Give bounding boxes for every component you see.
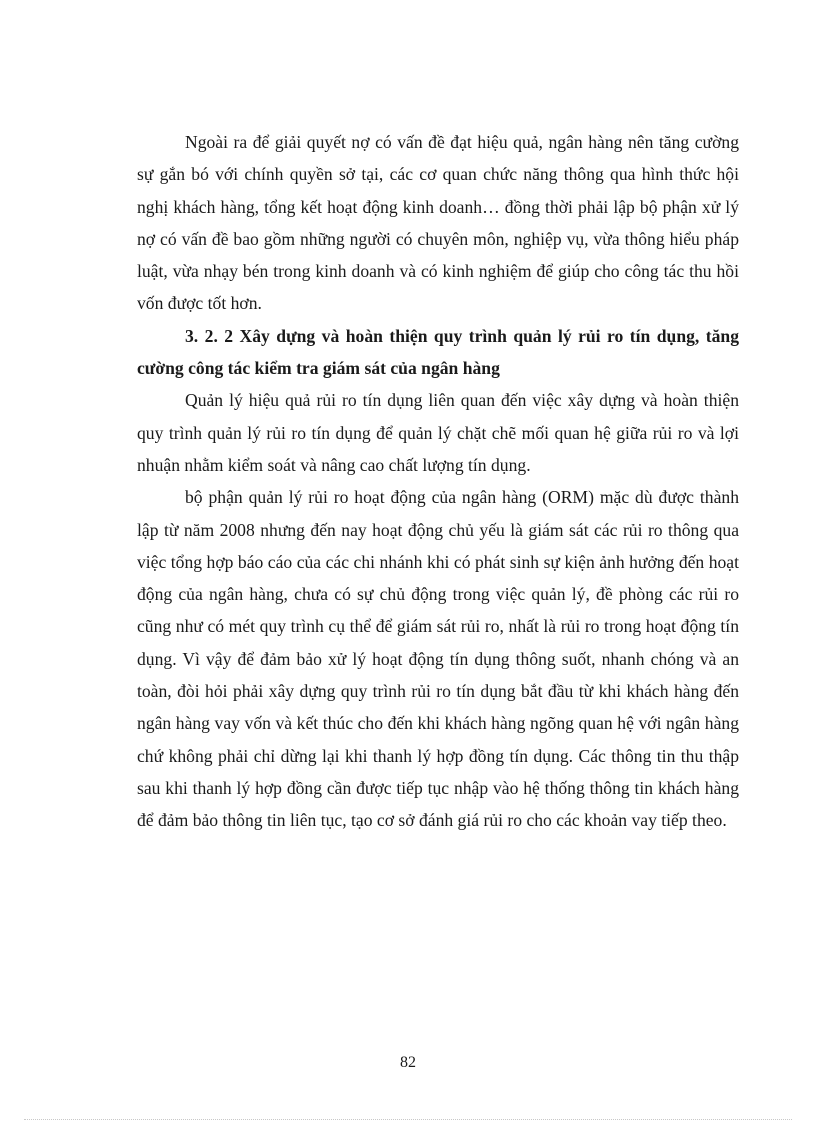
paragraph-risk-management: Quản lý hiệu quả rủi ro tín dụng liên quan đến việc xây dựng và hoàn thiện quy trình quản lý rủi ro tín dụng để quản lý chặt chẽ mối quan hệ giữa rủi ro và lợi nhuận nhằm kiểm soát và nâng cao chất lượng tín dụng. — [137, 390, 739, 475]
page-body — [137, 126, 739, 837]
page-number: 82 — [400, 1054, 416, 1071]
paragraph-orm-department: bộ phận quản lý rủi ro hoạt động của ngân hàng (ORM) mặc dù được thành lập từ năm 2008 nhưng đến nay hoạt động chủ yếu là giám sát các rủi ro thông qua việc tổng hợp báo cáo của các chi nhánh khi có phát sinh sự kiện ảnh hưởng đến hoạt động của ngân hàng, chưa có sự chủ động trong việc quản lý, đề phòng các rủi ro cũng như có mét quy trình cụ thể để giám sát rủi ro, nhất là rủi ro trong hoạt động tín dụng. Vì vậy để đảm bảo xử lý hoạt động tín dụng thông suốt, nhanh chóng và an toàn, đòi hỏi phải xây dựng quy trình rủi ro tín dụng bắt đầu từ khi khách hàng đến ngân hàng vay vốn và kết thúc cho đến khi khách hàng ngõng quan hệ với ngân hàng chứ không phải chỉ dừng lại khi thanh lý hợp đồng tín dụng. Các thông tin thu thập sau khi thanh lý hợp đồng cần được tiếp tục nhập vào hệ thống thông tin khách hàng để đảm bảo thông tin liên tục, tạo cơ sở đánh giá rủi ro cho các khoản vay tiếp theo. — [137, 487, 739, 831]
page-bottom-divider — [24, 1119, 792, 1120]
section-heading-3-2-2: 3. 2. 2 Xây dựng và hoàn thiện quy trình quản lý rủi ro tín dụng, tăng cường công tác kiểm tra giám sát của ngân hàng — [137, 325, 739, 379]
paragraph-debt-resolution: Ngoài ra để giải quyết nợ có vấn đề đạt hiệu quả, ngân hàng nên tăng cường sự gắn bó với chính quyền sở tại, các cơ quan chức năng thông qua hình thức hội nghị khách hàng, tổng kết hoạt động kinh doanh… đồng thời phải lập bộ phận xử lý nợ có vấn đề bao gồm những người có chuyên môn, nghiệp vụ, vừa thông hiểu pháp luật, vừa nhạy bén trong kinh doanh và có kinh nghiệm để giúp cho công tác thu hồi vốn được tốt hơn. — [137, 132, 739, 314]
